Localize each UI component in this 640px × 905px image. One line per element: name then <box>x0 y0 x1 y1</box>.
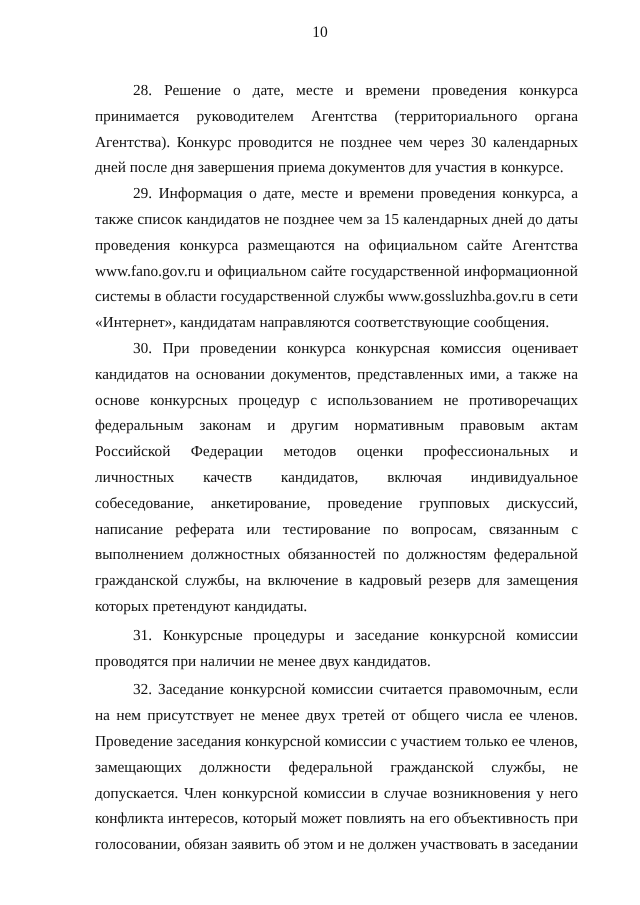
document-body <box>95 78 578 858</box>
paragraph-30: 30. При проведении конкурса конкурсная комиссия оценивает кандидатов на основании документов, представленных ими, а также на основе конкурсных процедур с использованием не противоречащих федеральным законам и другим нормативным правовым актам Российской Федерации методов оценки профессиональных и личностных качеств кандидатов, включая индивидуальное собеседование, анкетирование, проведение групповых дискуссий, написание реферата или тестирование по вопросам, связанным с выполнением должностных обязанностей по должностям федеральной гражданской службы, на включение в кадровый резерв для замещения которых претендуют кандидаты. <box>95 339 578 615</box>
paragraph-32: 32. Заседание конкурсной комиссии считается правомочным, если на нем присутствует не менее двух третей от общего числа ее членов. Проведение заседания конкурсной комиссии с участием только ее членов, замещающих должности федеральной гражданской службы, не допускается. Член конкурсной комиссии в случае возникновения у него конфликта интересов, который может повлиять на его объективность при голосовании, обязан заявить об этом и не должен участвовать в заседании <box>95 681 579 854</box>
paragraph-31: 31. Конкурсные процедуры и заседание конкурсной комиссии проводятся при наличии не менее двух кандидатов. <box>95 626 578 670</box>
paragraph-29: 29. Информация о дате, месте и времени проведения конкурса, а также список кандидатов не позднее чем за 15 календарных дней до даты проведения конкурса размещаются на официальном сайте Агентства www.fano.gov.ru и официальном сайте государственной информационной системы в области государственной службы www.gossluzhba.gov.ru в сети «Интернет», кандидатам направляются соответствующие сообщения. <box>95 185 578 332</box>
paragraph-28: 28. Решение о дате, месте и времени проведения конкурса принимается руководителем Агентства (территориального органа Агентства). Конкурс проводится не позднее чем через 30 календарных дней после дня завершения приема документов для участия в конкурсе. <box>95 82 578 177</box>
page-number: 10 <box>312 24 328 41</box>
